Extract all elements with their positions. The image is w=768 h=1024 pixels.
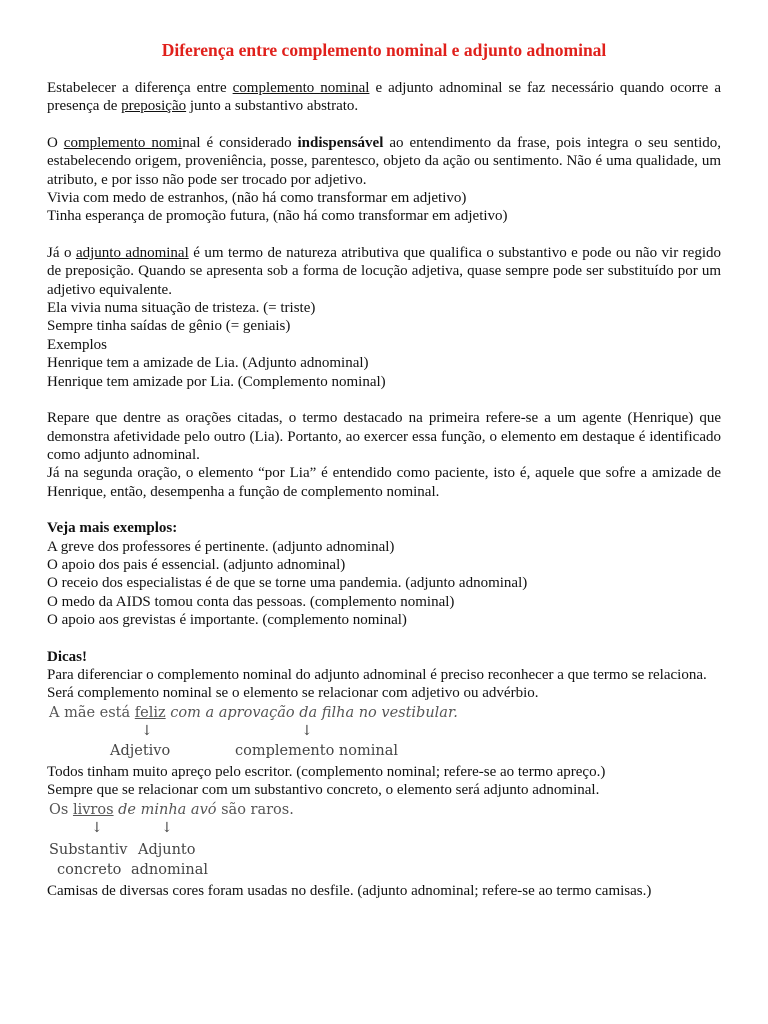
example-diagram-2 [47, 802, 721, 882]
aa-example-line: Sempre tinha saídas de gênio (= geniais) [47, 318, 291, 335]
cn-paragraph [47, 134, 721, 189]
veja-item: O apoio dos pais é essencial. (adjunto adnominal) [47, 556, 346, 573]
document-page [47, 38, 721, 900]
repare-paragraph: Repare que dentre as orações citadas, o termo destacado na primeira refere-se a um agente (Henrique) que demonstra afetividade pelo outro (Lia). Portanto, ao exercer essa função, o elemento em destaque é identificado como adjunto adnominal. [47, 410, 721, 463]
dicas-paragraph: Será complemento nominal se o elemento se relacionar com adjetivo ou advérbio. [47, 685, 539, 702]
example-text: Os [49, 801, 73, 818]
aa-example-line: Ela vivia numa situação de tristeza. (= triste) [47, 300, 316, 317]
example-sentence [49, 705, 458, 721]
intro-paragraph [47, 79, 721, 116]
example-italic-text: com a aprovação da filha no vestibular. [165, 704, 458, 721]
aa-text: Já o [47, 244, 76, 261]
intro-underlined-term: preposição [121, 98, 187, 115]
example-text: são raros. [216, 801, 294, 818]
down-arrow-icon: ↓ [141, 722, 153, 739]
cn-text: nal é considerado [182, 134, 298, 151]
aa-paragraph [47, 244, 721, 299]
cn-underlined-term: complemento nomi [63, 134, 183, 151]
cn-example-line: Tinha esperança de promoção futura, (não há como transformar em adjetivo) [47, 208, 508, 225]
aa-example-line: Henrique tem amizade por Lia. (Complemento nominal) [47, 373, 386, 390]
label-substantivo: Substantiv [49, 841, 128, 858]
label-concreto: concreto [57, 861, 122, 878]
cn-text: ao entendimento da frase, pois integra o seu sentido, estabelecendo origem, proveniência, posse, parentesco, objeto da ação ou sentimento. Não é uma qualidade, um atributo, e por isso não pode ser trocado por adjetivo. [47, 134, 721, 188]
cn-bold-term: indispensável [297, 134, 384, 151]
label-adnominal: adnominal [131, 861, 209, 878]
example-diagram-1 [47, 705, 721, 763]
veja-item: O apoio aos grevistas é importante. (complemento nominal) [47, 612, 407, 629]
aa-underlined-term: adjunto adnominal [75, 244, 189, 261]
dicas-paragraph: Sempre que se relacionar com um substantivo concreto, o elemento será adjunto adnominal. [47, 782, 600, 799]
page-title: Diferença entre complemento nominal e adjunto adnominal [161, 40, 607, 60]
aa-example-line: Henrique tem a amizade de Lia. (Adjunto adnominal) [47, 355, 369, 372]
example-text: A mãe está [49, 704, 135, 721]
down-arrow-icon: ↓ [161, 819, 173, 836]
dicas-paragraph: Camisas de diversas cores foram usadas no desfile. (adjunto adnominal; refere-se ao termo camisas.) [47, 882, 652, 899]
label-complemento-nominal: complemento nominal [235, 742, 399, 759]
example-italic-text: de minha avó [113, 801, 217, 818]
cn-text: O [47, 134, 64, 151]
down-arrow-icon: ↓ [301, 722, 313, 739]
repare-paragraph: Já na segunda oração, o elemento “por Lia” é entendido como paciente, isto é, aquele que sofre a amizade de Henrique, então, desempenha a função de complemento nominal. [47, 465, 721, 500]
down-arrow-icon: ↓ [91, 819, 103, 836]
dicas-paragraph: Todos tinham muito apreço pelo escritor. (complemento nominal; refere-se ao termo apreço.) [47, 763, 606, 780]
veja-item: O receio dos especialistas é de que se torne uma pandemia. (adjunto adnominal) [47, 575, 528, 592]
intro-text: e adjunto adnominal se faz necessário quando ocorre a presença de [47, 80, 721, 115]
intro-text: Estabelecer a diferença entre [47, 80, 233, 96]
intro-underlined-term: complemento nominal [232, 80, 370, 96]
example-sentence [49, 802, 294, 818]
veja-item: O medo da AIDS tomou conta das pessoas. (complemento nominal) [47, 593, 455, 610]
label-adjetivo: Adjetivo [110, 742, 171, 759]
veja-item: A greve dos professores é pertinente. (adjunto adnominal) [47, 538, 395, 555]
dicas-heading: Dicas! [47, 648, 87, 665]
example-underlined-word: livros [72, 801, 114, 818]
label-adjunto: Adjunto [138, 841, 196, 858]
dicas-paragraph: Para diferenciar o complemento nominal do adjunto adnominal é preciso reconhecer a que termo se relaciona. [47, 666, 707, 683]
aa-example-line: Exemplos [47, 336, 107, 353]
veja-heading: Veja mais exemplos: [47, 520, 178, 537]
aa-text: é um termo de natureza atributiva que qualifica o substantivo e pode ou não vir regido de preposição. Quando se apresenta sob a forma de locução adjetiva, quase sempre pode ser substituído por um adjetivo equivalente. [47, 244, 722, 298]
cn-example-line: Vivia com medo de estranhos, (não há como transformar em adjetivo) [47, 190, 467, 207]
example-underlined-word: feliz [134, 704, 166, 721]
intro-text: junto a substantivo abstrato. [186, 98, 359, 115]
